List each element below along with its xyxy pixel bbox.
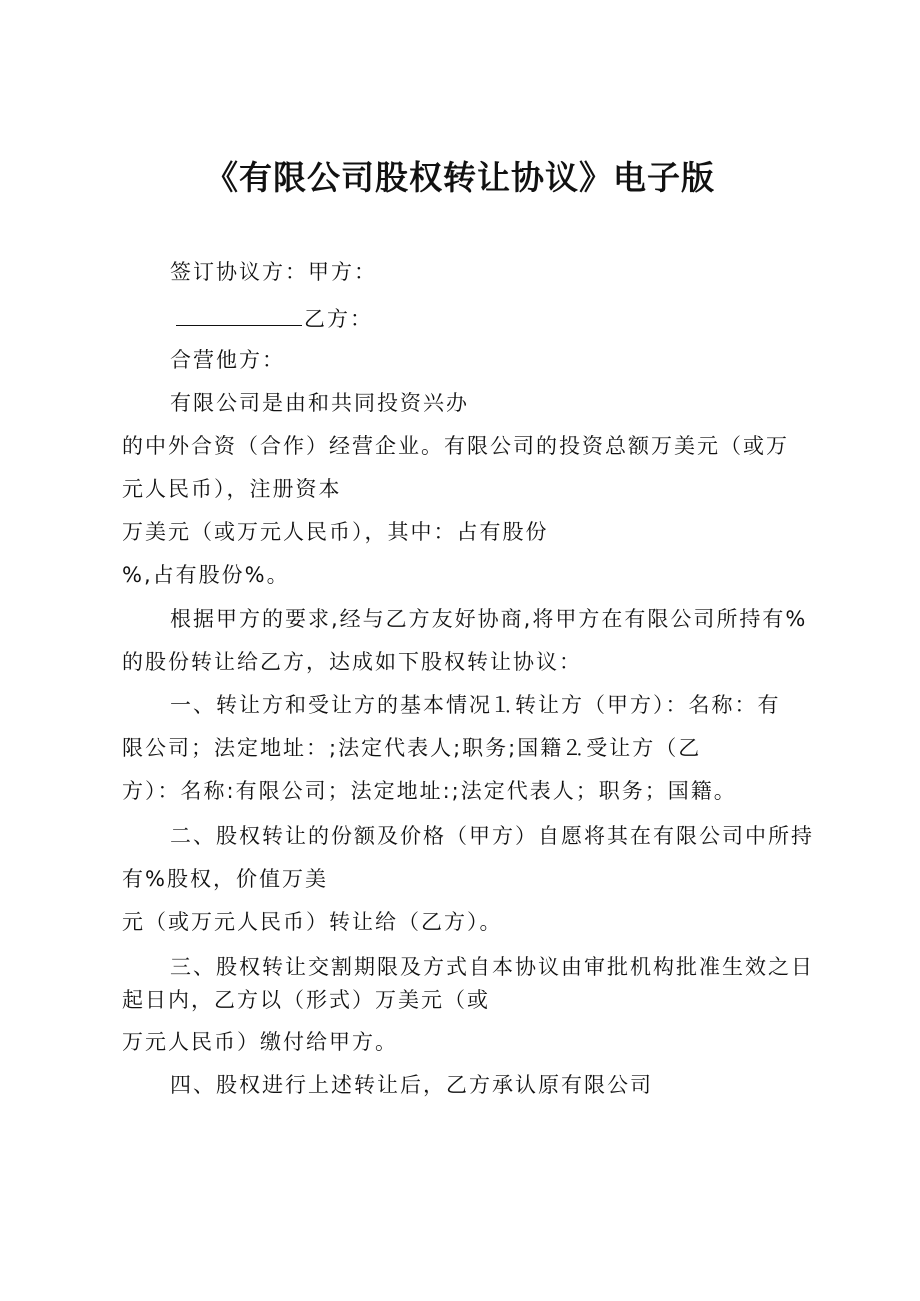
paragraph-line: 起日内，乙方以（形式）万美元（或 — [122, 988, 490, 1012]
paragraph-line: %,占有股份%。 — [122, 563, 290, 587]
paragraph-line: 万元人民币）缴付给甲方。 — [122, 1030, 398, 1054]
paragraph-line: 的股份转让给乙方，达成如下股权转让协议： — [122, 650, 582, 674]
paragraph-line: 的中外合资（合作）经营企业。有限公司的投资总额万美元（或万 — [122, 434, 789, 458]
paragraph-line: 根据甲方的要求,经与乙方友好协商,将甲方在有限公司所持有% — [170, 607, 808, 631]
document-title: 《有限公司股权转让协议》电子版 — [205, 158, 715, 197]
paragraph-line: 万美元（或万元人民币），其中：占有股份 — [122, 520, 549, 544]
paragraph-line: 限公司；法定地址：;法定代表人;职务;国籍⒉受让方（乙 — [122, 736, 702, 760]
paragraph-line: 元人民币），注册资本 — [122, 477, 342, 501]
section-two-line: 二、股权转让的份额及价格（甲方）自愿将其在有限公司中所持 — [170, 824, 814, 848]
paragraph-line: 有限公司是由和共同投资兴办 — [170, 391, 469, 415]
paragraph-line: 方）：名称:有限公司；法定地址:;法定代表人；职务；国籍。 — [122, 779, 737, 803]
paragraph-line: 有%股权，价值万美 — [122, 867, 328, 891]
section-three-line: 三、股权转让交割期限及方式自本协议由审批机构批准生效之日 — [170, 955, 814, 979]
section-one-line: 一、转让方和受让方的基本情况⒈转让方（甲方）：名称：有 — [170, 693, 781, 717]
party-b-label: 乙方： — [304, 307, 373, 331]
signature-blank — [176, 307, 302, 326]
party-b-line — [176, 307, 373, 330]
section-four-line: 四、股权进行上述转让后，乙方承认原有限公司 — [170, 1073, 653, 1097]
signing-parties-line: 签订协议方：甲方： — [170, 260, 377, 284]
other-party-line: 合营他方： — [170, 348, 285, 372]
paragraph-line: 元（或万元人民币）转让给（乙方）。 — [122, 910, 503, 934]
